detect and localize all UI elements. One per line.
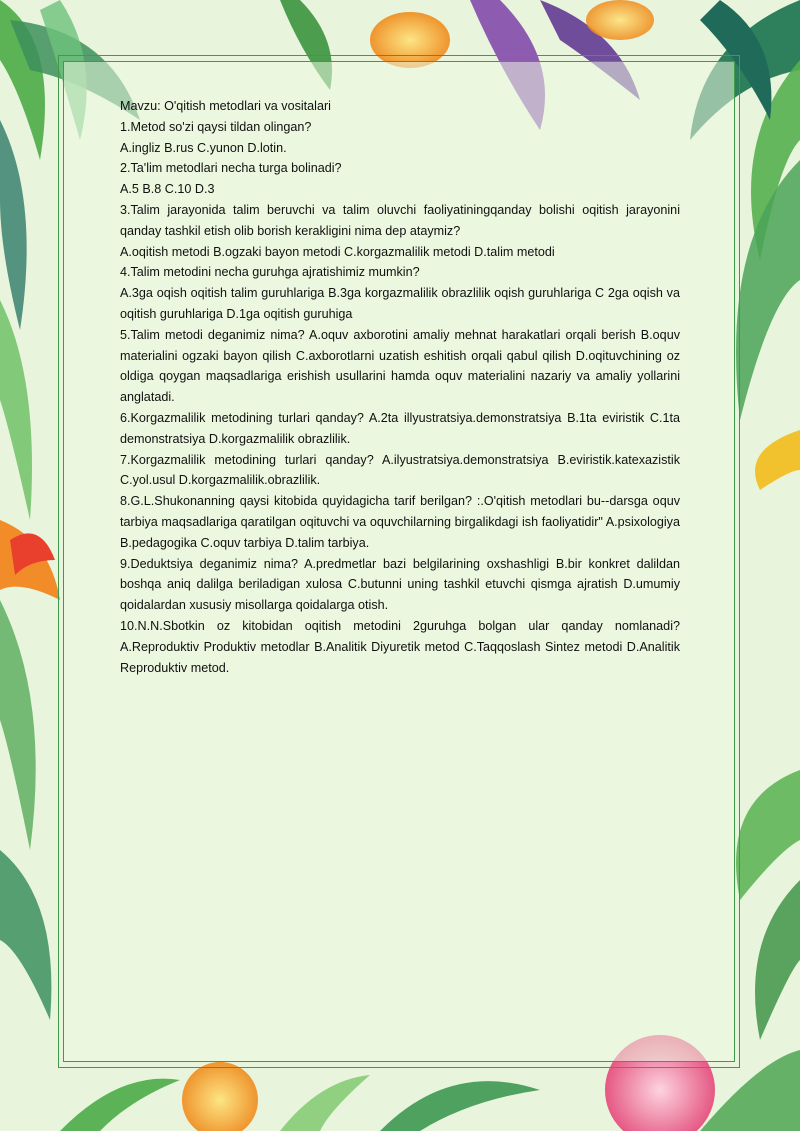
leaf-shape: [0, 300, 32, 520]
leaf-shape: [60, 1079, 180, 1131]
question-8: 8.G.L.Shukonanning qaysi kitobida quyidagicha tarif berilgan? :.O'qitish metodlari bu--darsga oquv tarbiya maqsadlariga qaratilgan oqituvchi va oquvchilarning birgalikdagi ish faoliyatidir" A.psixologiya B.pedagogika C.oquv tarbiya D.talim tarbiya.: [120, 494, 680, 550]
leaf-shape: [755, 880, 800, 1040]
flower-shape: [586, 0, 654, 40]
document-body: [120, 96, 680, 678]
leaf-shape: [0, 120, 27, 330]
document-title: Mavzu: O'qitish metodlari va vositalari: [120, 99, 331, 113]
leaf-shape: [755, 430, 800, 490]
flower-shape: [182, 1062, 258, 1131]
leaf-shape: [280, 1075, 370, 1131]
leaf-shape: [0, 600, 36, 850]
question-7: 7.Korgazmalilik metodining turlari qanday? A.ilyustratsiya.demonstratsiya B.eviristik.katexazistik C.yol.usul D.korgazmalilik.obrazlilik.: [120, 452, 680, 488]
leaf-shape: [736, 770, 800, 900]
answers-1: A.ingliz B.rus C.yunon D.lotin.: [120, 140, 287, 155]
question-3: 3.Talim jarayonida talim beruvchi va talim oluvchi faoliyatiningqanday bolishi oqitish jarayonini qanday tashkil etish olib borish kerakligini nima dep ataymiz?: [120, 202, 680, 238]
answers-4: A.3ga oqish oqitish talim guruhlariga B.3ga korgazmalilik obrazlilik oqish guruhlariga C 2ga oqish va oqitish guruhlariga D.1ga oqitish guruhiga: [120, 286, 680, 321]
leaf-shape: [380, 1081, 540, 1131]
question-4: 4.Talim metodini necha guruhga ajratishimiz mumkin?: [120, 265, 420, 280]
question-5: 5.Talim metodi deganimiz nima? A.oquv axborotini amaliy mehnat harakatlari orqali berish B.oquv materialini ogzaki bayon qilish C.axborotlarni uzatish eshitish orqali qabul qilish D.oqituvchining oz oldiga qoygan maqsadlariga erishish usullarini hamda oquv materialini nazariy va amaliy yollarini anglatadi.: [120, 327, 680, 405]
question-10: 10.N.N.Sbotkin oz kitobidan oqitish metodini 2guruhga bolgan ular qanday nomlanadi? A.Reproduktiv Produktiv metodlar B.Analitik Diyuretik metod C.Taqqoslash Sintez metodi D.Analitik Reproduktiv metod.: [120, 618, 680, 675]
leaf-shape: [0, 850, 51, 1020]
question-1: 1.Metod so'zi qaysi tildan olingan?: [120, 119, 312, 134]
question-6: 6.Korgazmalilik metodining turlari qanday? A.2ta illyustratsiya.demonstratsiya B.1ta eviristik C.1ta demonstratsiya D.korgazmalilik obrazlilik.: [120, 410, 680, 446]
question-9: 9.Deduktsiya deganimiz nima? A.predmetlar bazi belgilarining oxshashligi B.bir konkret dalildan boshqa aniq dalilga beriladigan xulosa C.butunni uning tashkil etuvchi qismga ajratish D.umumiy qoidalardan xususiy misollarga qoidalarga otish.: [120, 556, 680, 613]
answers-2: A.5 B.8 C.10 D.3: [120, 182, 215, 197]
question-2: 2.Ta'lim metodlari necha turga bolinadi?: [120, 161, 342, 176]
answers-3: A.oqitish metodi B.ogzaki bayon metodi C.korgazmalilik metodi D.talim metodi: [120, 244, 555, 259]
